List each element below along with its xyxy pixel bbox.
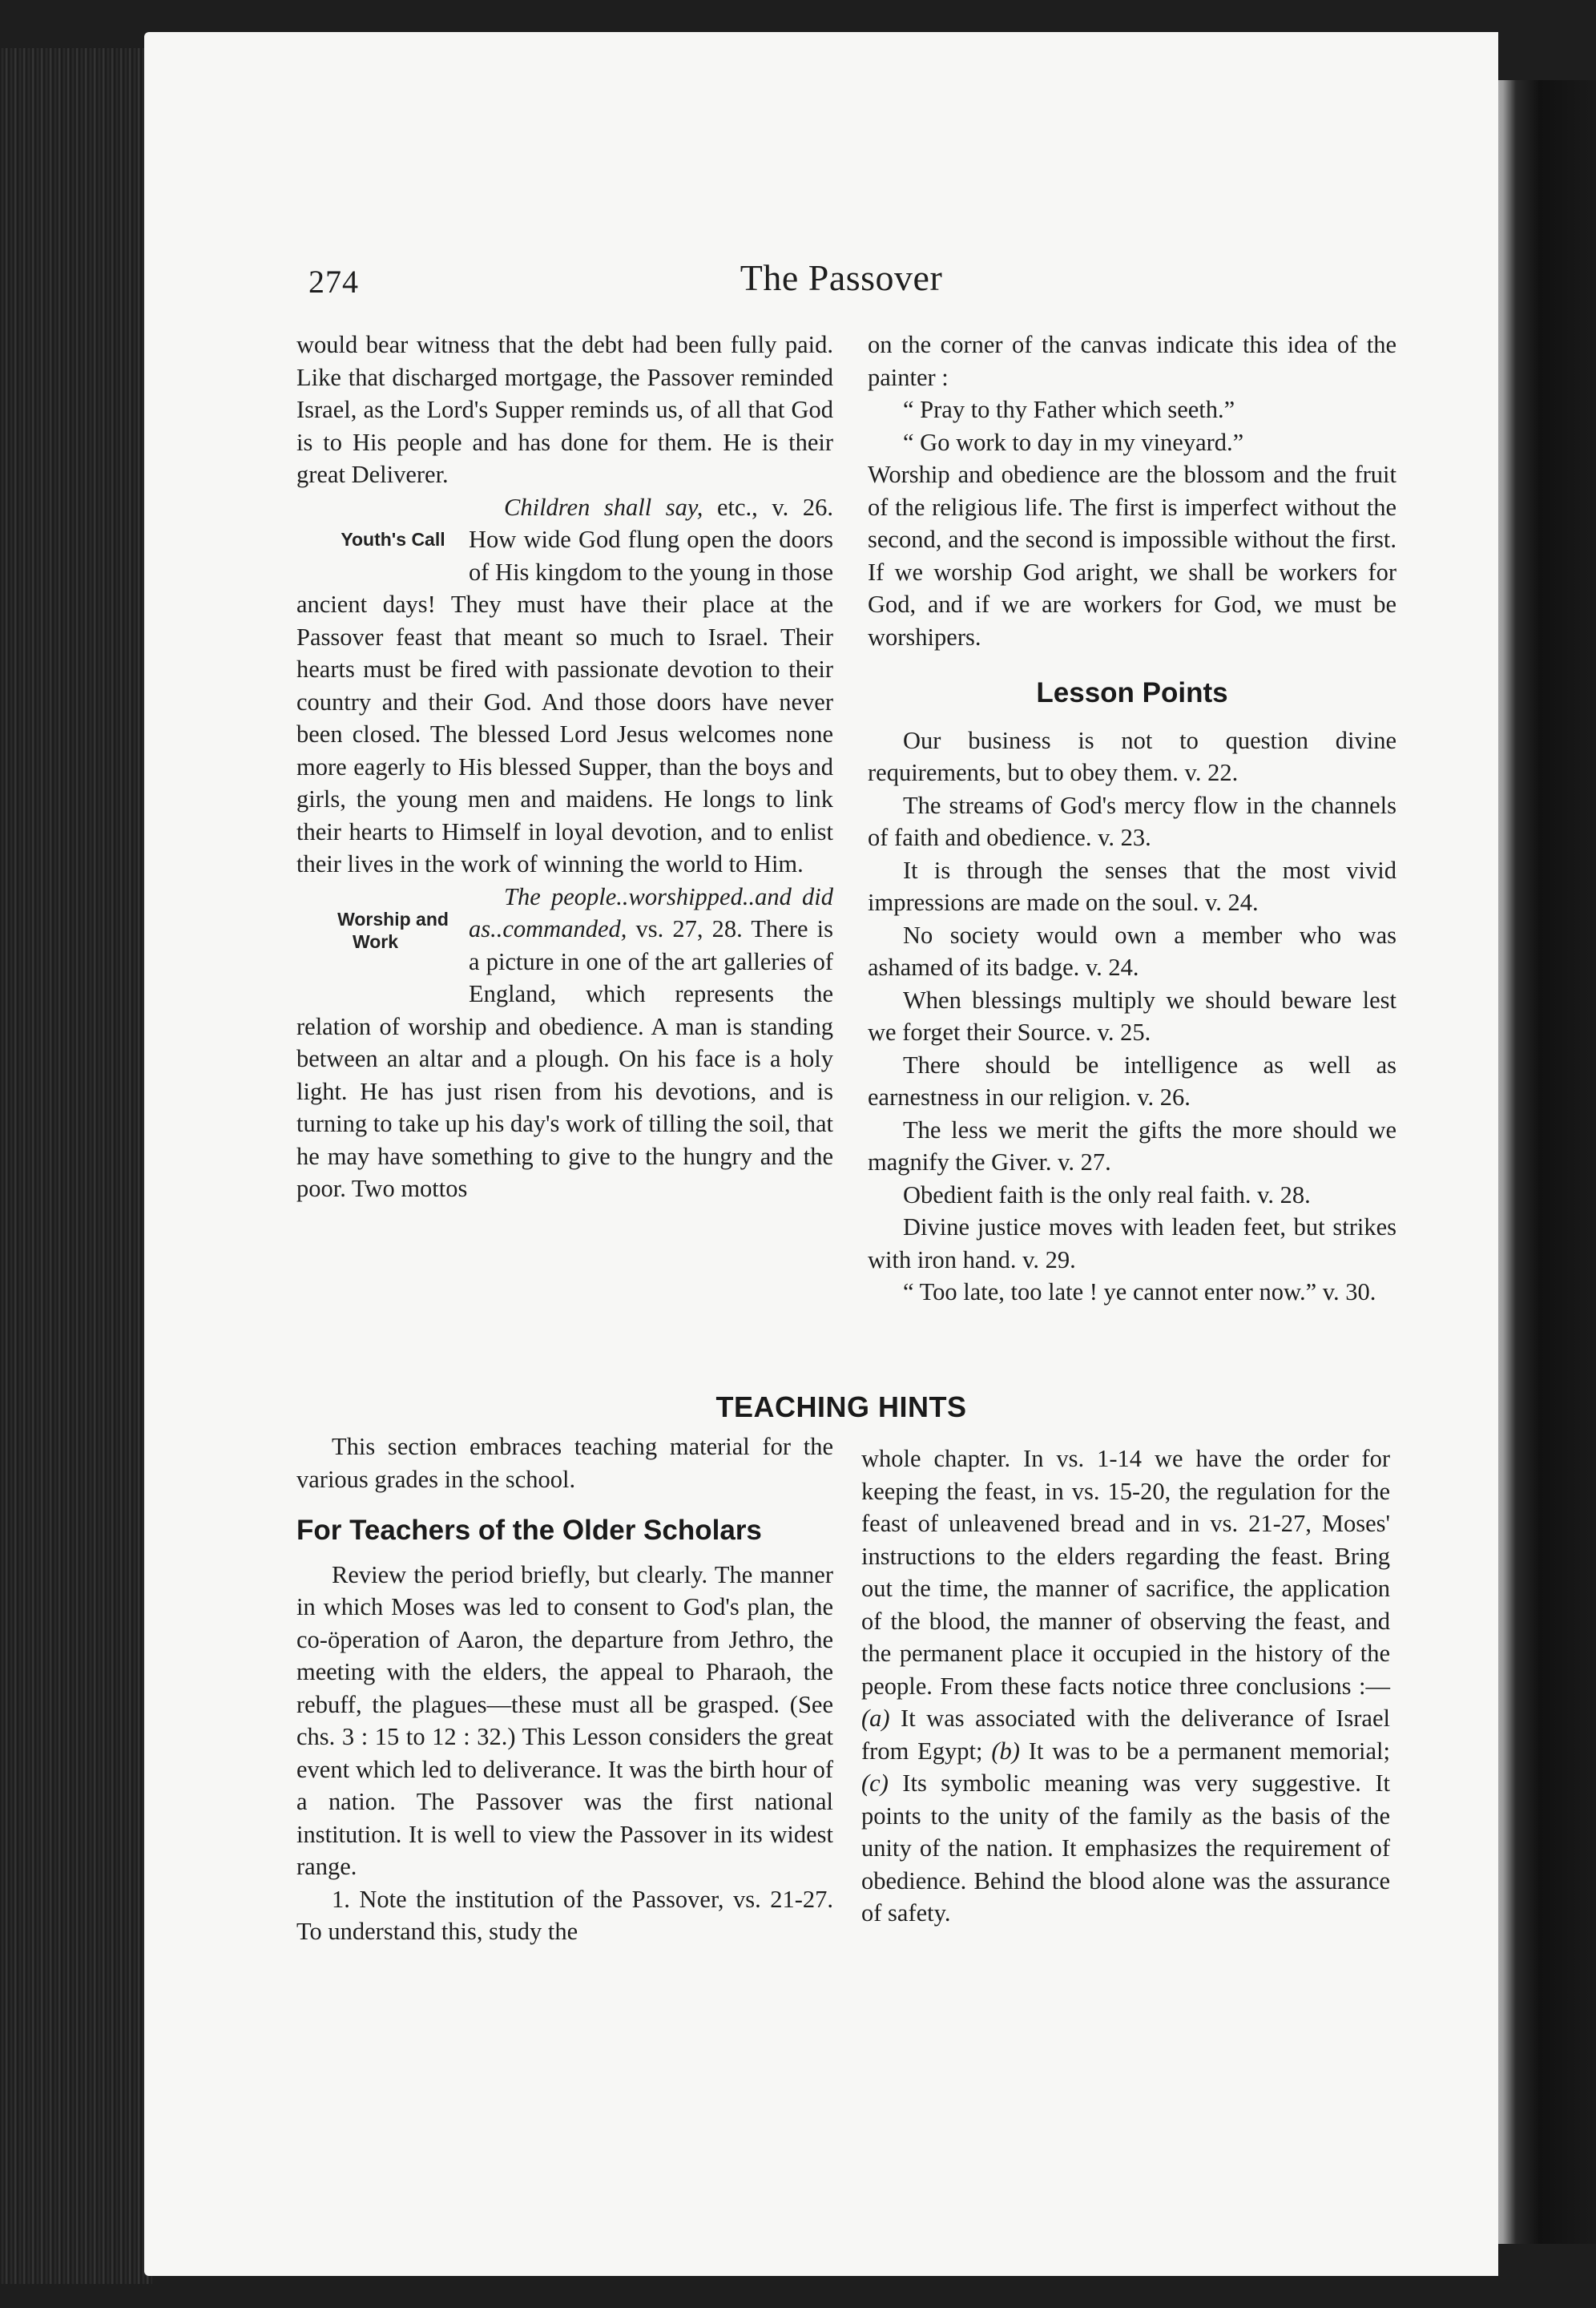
- conclusion-b-label: (b): [991, 1737, 1020, 1765]
- lesson-point: The less we merit the gifts the more should we magnify the Giver. v. 27.: [868, 1116, 1396, 1176]
- left-column-lower: [296, 1430, 833, 1948]
- right-column-upper: [868, 329, 1396, 1309]
- paragraph-canvas: on the corner of the canvas indicate this idea of the painter :: [868, 331, 1396, 391]
- right-column-lower: [861, 1442, 1390, 1930]
- teaching-intro: This section embraces teaching material for the various grades in the school.: [296, 1433, 833, 1493]
- lesson-point: The streams of God's mercy flow in the channels of faith and obedience. v. 23.: [868, 791, 1396, 851]
- lesson-point: It is through the senses that the most vivid impressions are made on the soul. v. 24.: [868, 856, 1396, 916]
- conclusion-c-text: Its symbolic meaning was very suggestive. It points to the unity of the family as the basis of the unity of the nation. It emphasizes the requirement of obedience. Behind the blood alone was the assurance of safety.: [861, 1769, 1390, 1927]
- lesson-point: Obedient faith is the only real faith. v. 28.: [903, 1180, 1311, 1208]
- conclusion-a-label: (a): [861, 1705, 890, 1732]
- conclusion-a-text: It was associated with the deliverance of Israel from Egypt;: [861, 1705, 1390, 1765]
- lesson-points-heading: Lesson Points: [1036, 677, 1228, 708]
- book-page-stack-left: [0, 48, 152, 2284]
- scripture-ref-children: Children shall say,: [504, 493, 703, 521]
- paragraph-children-text: etc., v. 26. How wide God flung open the doors of His kingdom to the young in those ancient days! They must have their place at the Passover feast that meant so much to Israel. Their hearts must be fired with passionate devotion to their country and their God. And those doors have never been closed. The blessed Lord Jesus welcomes none more eagerly to His blessed Supper, than the boys and girls, the young men and maidens. He longs to link their hearts to Himself in loyal devotion, and to enlist their lives in the work of winning the world to Him.: [296, 493, 834, 878]
- lesson-point: “ Too late, too late ! ye cannot enter now.” v. 30.: [903, 1278, 1376, 1305]
- teaching-hints-heading: TEACHING HINTS: [715, 1390, 967, 1423]
- paragraph-people-worshipped: [296, 881, 833, 1205]
- paragraph-whole-chapter: [861, 1442, 1390, 1930]
- lesson-point: Divine justice moves with leaden feet, but strikes with iron hand. v. 29.: [868, 1213, 1396, 1273]
- book-page-stack-right: [1492, 80, 1596, 2244]
- left-column-upper: [296, 329, 833, 1205]
- margin-note-worship-and-work: Worship and Work: [337, 908, 449, 952]
- paragraph-note-institution: 1. Note the institution of the Passover, vs. 21-27. To understand this, study the: [296, 1885, 833, 1945]
- motto-work: “ Go work to day in my vineyard.”: [903, 428, 1244, 456]
- older-scholars-heading: For Teachers of the Older Scholars: [296, 1515, 762, 1546]
- paragraph-debt: would bear witness that the debt had been fully paid. Like that discharged mortgage, the Passover reminded Israel, as the Lord's Supper reminds us, of all that God is to His people and has done for them. He is their great Deliverer.: [296, 331, 833, 488]
- scripture-ref-people: The people..worshipped..and did as..commanded,: [469, 882, 833, 942]
- lesson-point: There should be intelligence as well as earnestness in our religion. v. 26.: [868, 1051, 1396, 1111]
- lesson-point: Our business is not to question divine requirements, but to obey them. v. 22.: [868, 726, 1396, 786]
- page-number: 274: [308, 264, 359, 300]
- paragraph-children: [296, 491, 833, 881]
- paragraph-review: Review the period briefly, but clearly. The manner in which Moses was led to consent to God's plan, the co-öperation of Aaron, the departure from Jethro, the meeting with the elders, the appeal to Pharaoh, the rebuff, the plagues—these must all be grasped. (See chs. 3 : 15 to 12 : 32.) This Lesson considers the great event which led to deliverance. It was the birth hour of a nation. The Passover was the first national institution. It is well to view the Passover in its widest range.: [296, 1560, 833, 1880]
- paragraph-whole-chapter-text: whole chapter. In vs. 1-14 we have the order for keeping the feast, in vs. 15-20, the regulation for the feast of unleavened bread and in vs. 21-27, Moses' instructions to the elders regarding the feast. Bring out the time, the manner of sacrifice, the application of the blood, the manner of observing the feast, and the permanent place it occupied in the history of the people. From these facts notice three conclusions :—: [861, 1445, 1390, 1700]
- motto-pray: “ Pray to thy Father which seeth.”: [903, 396, 1235, 423]
- margin-note-youths-call: Youth's Call: [341, 528, 445, 550]
- conclusion-c-label: (c): [861, 1769, 889, 1797]
- paragraph-worship-obedience: Worship and obedience are the blossom and the fruit of the religious life. The first is imperfect without the second, and the second is impossible without the first. If we worship God aright, we shall be workers for God, and if we are workers for God, we must be worshipers.: [868, 461, 1396, 651]
- lesson-point: No society would own a member who was ashamed of its badge. v. 24.: [868, 921, 1396, 981]
- running-header: [308, 256, 1374, 305]
- paragraph-people-text: vs. 27, 28. There is a picture in one of the art galleries of England, which represents the relation of worship and obedience. A man is standing between an altar and a plough. On his face is a holy light. He has just risen from his devotions, and is turning to take up his day's work of tilling the soil, that he may have something to give to the hungry and the poor. Two mottos: [296, 915, 833, 1202]
- lesson-point: When blessings multiply we should beware lest we forget their Source. v. 25.: [868, 986, 1396, 1046]
- conclusion-b-text: It was to be a permanent memorial;: [1019, 1737, 1390, 1765]
- page-title: The Passover: [740, 257, 943, 298]
